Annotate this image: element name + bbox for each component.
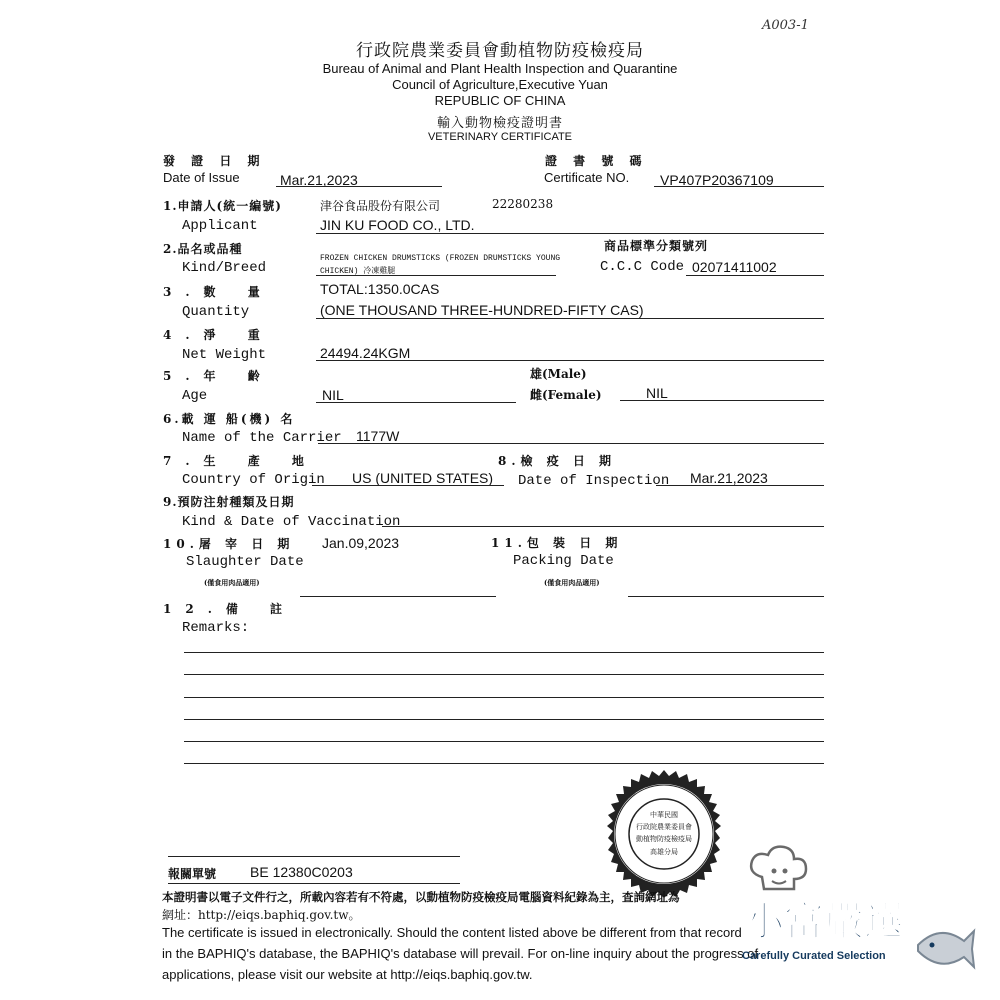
fish-icon xyxy=(918,931,974,967)
quantity-label-en: Quantity xyxy=(182,304,250,320)
ccc-value: 02071411002 xyxy=(692,259,777,275)
ccc-underline xyxy=(686,275,824,276)
applicant-name-en: JIN KU FOOD CO., LTD. xyxy=(320,217,475,233)
applicant-label-cn: 1.申請人(統一編號) xyxy=(163,199,282,213)
council-title: Council of Agriculture,Executive Yuan xyxy=(392,77,608,92)
brand-name-en: Carefully Curated Selection xyxy=(742,950,886,962)
carrier-label-cn: 6.載 運 船(機) 名 xyxy=(163,412,296,426)
slaughter-label-cn: 10.屠 宰 日 期 xyxy=(163,537,295,551)
applicant-id: 22280238 xyxy=(492,197,554,211)
seal-text-1: 中華民國 xyxy=(650,811,678,819)
customs-top-line xyxy=(168,856,460,857)
slaughter-label-en: Slaughter Date xyxy=(186,554,304,570)
carrier-underline xyxy=(318,443,824,444)
cert-no-label-en: Certificate NO. xyxy=(544,170,630,185)
sex-value: NIL xyxy=(646,385,668,401)
notice-en-1: The certificate is issued in electronically. Should the content listed above be different from that record xyxy=(162,925,742,940)
carrier-value: 1177W xyxy=(356,428,400,444)
quantity-underline xyxy=(316,318,824,319)
brand-name-cn: 小富嚴選 xyxy=(744,899,904,945)
slaughter-note: (僅食用肉品適用) xyxy=(204,578,260,587)
vaccination-label-cn: 9.預防注射種類及日期 xyxy=(163,495,295,509)
notice-en-3: applications, please visit our website at http://eiqs.baphiq.gov.tw. xyxy=(162,967,533,982)
age-value: NIL xyxy=(322,387,344,403)
customs-value: BE 12380C0203 xyxy=(250,864,353,880)
origin-value: US (UNITED STATES) xyxy=(352,470,494,486)
seal-text-4: 高雄分局 xyxy=(650,848,678,856)
remarks-line xyxy=(184,674,824,675)
chef-hat-icon xyxy=(751,847,806,889)
cert-no-label-cn: 證 書 號 碼 xyxy=(545,154,648,168)
ccc-label-cn: 商品標準分類號列 xyxy=(604,239,709,253)
issue-date-value: Mar.21,2023 xyxy=(280,172,358,188)
carrier-label-en: Name of the Carrier xyxy=(182,430,342,446)
country-title: REPUBLIC OF CHINA xyxy=(434,93,566,108)
corner-mark: A003-1 xyxy=(762,18,809,33)
issue-label-en: Date of Issue xyxy=(163,170,240,185)
remarks-line xyxy=(184,741,824,742)
packing-label-cn: 11.包 裝 日 期 xyxy=(491,536,623,550)
inspection-label-cn: 8.檢 疫 日 期 xyxy=(498,454,617,468)
slaughter-value: Jan.09,2023 xyxy=(322,535,400,551)
applicant-underline xyxy=(316,233,824,234)
seal-text-3: 動植物防疫檢疫局 xyxy=(636,835,692,843)
inspection-label-en: Date of Inspection xyxy=(518,473,670,489)
kind-value-line1: FROZEN CHICKEN DRUMSTICKS (FROZEN DRUMSTICKS YOUNG xyxy=(320,254,561,263)
net-weight-label-cn: 4.淨 重 xyxy=(163,328,274,342)
issue-label-cn: 發 證 日 期 xyxy=(163,154,266,168)
male-label: 雄(Male) xyxy=(530,367,587,381)
agency-title-en: Bureau of Animal and Plant Health Inspection and Quarantine xyxy=(322,61,678,76)
kind-value-line2: CHICKEN) 冷凍雞腿 xyxy=(320,267,396,276)
age-underline xyxy=(316,402,516,403)
inspection-underline xyxy=(656,485,824,486)
applicant-name-cn: 津谷食品股份有限公司 xyxy=(320,199,441,213)
inspection-value: Mar.21,2023 xyxy=(690,470,768,486)
origin-label-cn: 7.生 產 地 xyxy=(163,454,318,468)
kind-label-en: Kind/Breed xyxy=(182,260,267,276)
certificate-title-en: VETERINARY CERTIFICATE xyxy=(427,131,573,143)
remarks-line xyxy=(184,763,824,764)
remarks-line xyxy=(184,697,824,698)
notice-url: 網址：http://eiqs.baphiq.gov.tw。 xyxy=(162,908,361,922)
customs-label: 報關單號 xyxy=(168,867,217,881)
age-label-cn: 5.年 齡 xyxy=(163,369,274,383)
origin-underline xyxy=(312,485,504,486)
seal-text-2: 行政院農業委員會 xyxy=(636,823,692,831)
quantity-words: (ONE THOUSAND THREE-HUNDRED-FIFTY CAS) xyxy=(320,302,644,318)
net-weight-label-en: Net Weight xyxy=(182,347,267,363)
origin-label-en: Country of Origin xyxy=(182,472,325,488)
age-label-en: Age xyxy=(182,388,208,404)
ccc-label-en: C.C.C Code xyxy=(600,259,685,275)
applicant-label-en: Applicant xyxy=(182,218,258,234)
quantity-label-cn: 3.數 量 xyxy=(163,285,274,299)
vaccination-label-en: Kind & Date of Vaccination xyxy=(182,514,401,530)
cert-no-underline xyxy=(654,186,824,187)
official-seal xyxy=(596,770,732,906)
remarks-label-cn: 12.備 註 xyxy=(163,602,297,616)
slaughter-underline xyxy=(300,596,496,597)
kind-underline xyxy=(316,275,556,276)
vaccination-underline xyxy=(382,526,824,527)
brand-watermark xyxy=(740,845,980,975)
notice-en-2: in the BAPHIQ's database, the BAPHIQ's database will prevail. For on-line inquiry about the progress of xyxy=(162,946,759,961)
remarks-line xyxy=(184,719,824,720)
certificate-title-cn: 輸入動物檢疫證明書 xyxy=(436,116,563,131)
packing-label-en: Packing Date xyxy=(513,553,614,569)
net-weight-underline xyxy=(316,360,824,361)
remarks-label-en: Remarks: xyxy=(182,620,250,636)
cert-no-value: VP407P20367109 xyxy=(660,172,774,188)
agency-title-cn: 行政院農業委員會動植物防疫檢疫局 xyxy=(356,41,644,61)
customs-bottom-line xyxy=(168,883,460,884)
remarks-line xyxy=(184,652,824,653)
quantity-total: TOTAL:1350.0CAS xyxy=(320,281,440,297)
issue-underline xyxy=(276,186,442,187)
kind-label-cn: 2.品名或品種 xyxy=(163,242,243,256)
notice-cn: 本證明書以電子文件行之，所載內容若有不符處，以動植物防疫檢疫局電腦資料紀錄為主，查詢網址為 xyxy=(162,890,680,904)
sex-underline xyxy=(620,400,824,401)
packing-underline xyxy=(628,596,824,597)
female-label: 雌(Female) xyxy=(530,388,602,402)
net-weight-value: 24494.24KGM xyxy=(320,345,411,361)
packing-note: (僅食用肉品適用) xyxy=(544,578,600,587)
